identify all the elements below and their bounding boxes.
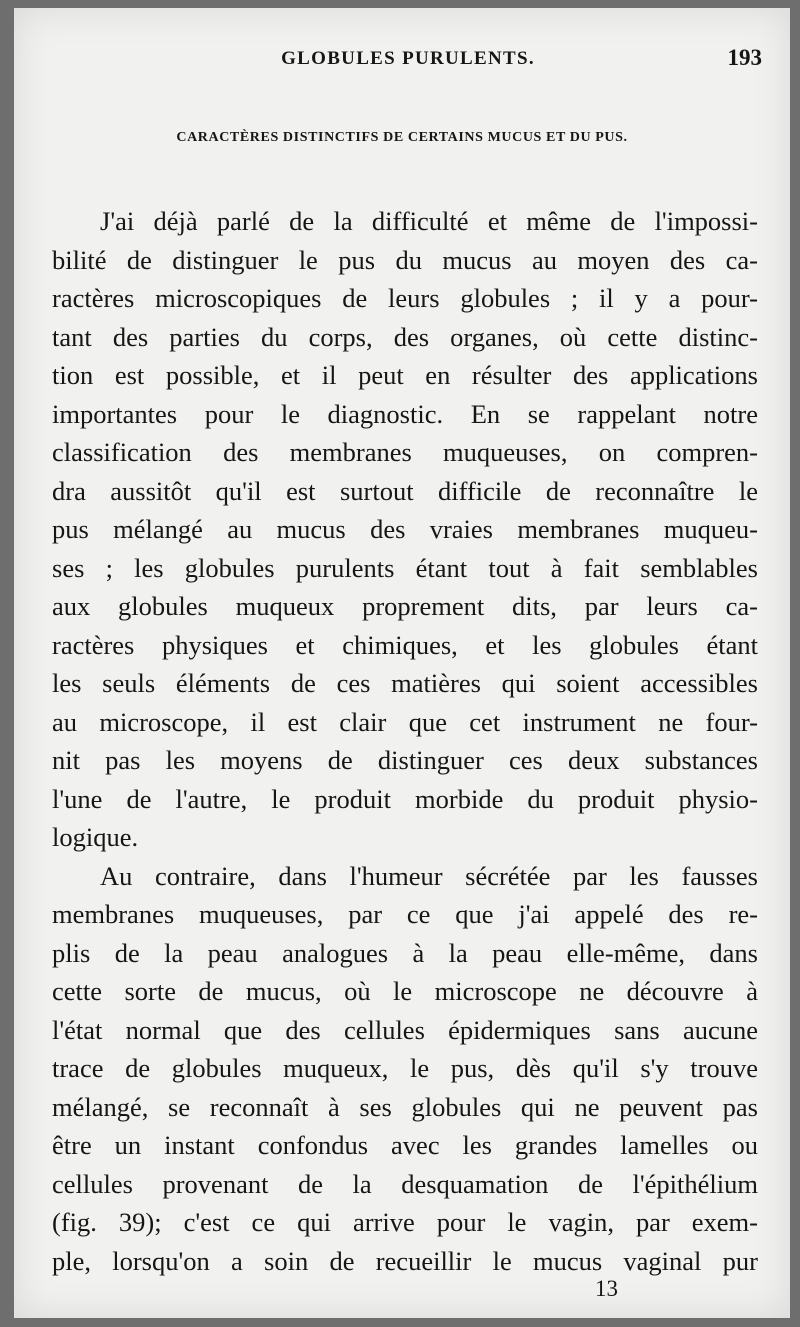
- text-line: cette sorte de mucus, où le microscope ne découvre à: [52, 976, 758, 1006]
- text-line: J'ai déjà parlé de la difficulté et même de l'impossi-: [100, 206, 758, 236]
- page-number: 193: [727, 45, 762, 70]
- section-heading: CARACTÈRES DISTINCTIFS DE CERTAINS MUCUS ET DU PUS.: [176, 130, 628, 145]
- text-line: importantes pour le diagnostic. En se rappelant notre: [52, 398, 758, 429]
- text-line: aux globules muqueux proprement dits, par leurs ca-: [52, 591, 758, 621]
- book-page: [14, 8, 790, 1318]
- text-line: trace de globules muqueux, le pus, dès qu'il s'y trouve: [52, 1053, 758, 1083]
- text-line: classification des membranes muqueuses, on compren-: [52, 437, 758, 467]
- text-line: dra aussitôt qu'il est surtout difficile de reconnaître le: [52, 475, 758, 506]
- text-line: tion est possible, et il peut en résulter des applications: [52, 360, 758, 390]
- text-line: Au contraire, dans l'humeur sécrétée par les fausses: [100, 860, 758, 891]
- text-line: l'une de l'autre, le produit morbide du produit physio-: [52, 783, 758, 814]
- text-line: ses ; les globules purulents étant tout à fait semblables: [52, 552, 758, 583]
- running-head: [54, 45, 762, 80]
- text-line: bilité de distinguer le pus du mucus au moyen des ca-: [52, 244, 758, 275]
- text-line: membranes muqueuses, par ce que j'ai appelé des re-: [52, 899, 758, 929]
- text-line: ple, lorsqu'on a soin de recueillir le mucus vaginal pur: [52, 1245, 758, 1276]
- text-line: ractères physiques et chimiques, et les globules étant: [52, 629, 758, 660]
- text-line: les seuls éléments de ces matières qui soient accessibles: [52, 668, 758, 698]
- text-line: plis de la peau analogues à la peau elle-même, dans: [52, 937, 758, 968]
- text-line: nit pas les moyens de distinguer ces deux substances: [52, 745, 758, 775]
- text-line: pus mélangé au mucus des vraies membranes muqueu-: [52, 514, 758, 544]
- text-line: ractères microscopiques de leurs globules ; il y a pour-: [52, 283, 758, 313]
- text-line: tant des parties du corps, des organes, où cette distinc-: [52, 321, 758, 352]
- text-line: logique.: [52, 822, 139, 852]
- running-title: GLOBULES PURULENTS.: [281, 48, 535, 69]
- text-line: mélangé, se reconnaît à ses globules qui ne peuvent pas: [52, 1091, 758, 1122]
- text-line: l'état normal que des cellules épidermiques sans aucune: [52, 1014, 758, 1045]
- text-line: au microscope, il est clair que cet instrument ne four-: [52, 706, 758, 737]
- text-line: (fig. 39); c'est ce qui arrive pour le vagin, par exem-: [52, 1207, 758, 1237]
- text-line: être un instant confondus avec les grandes lamelles ou: [52, 1130, 758, 1160]
- signature-mark: 13: [595, 1276, 618, 1301]
- text-line: cellules provenant de la desquamation de l'épithélium: [52, 1168, 758, 1199]
- body-text: [52, 202, 758, 1280]
